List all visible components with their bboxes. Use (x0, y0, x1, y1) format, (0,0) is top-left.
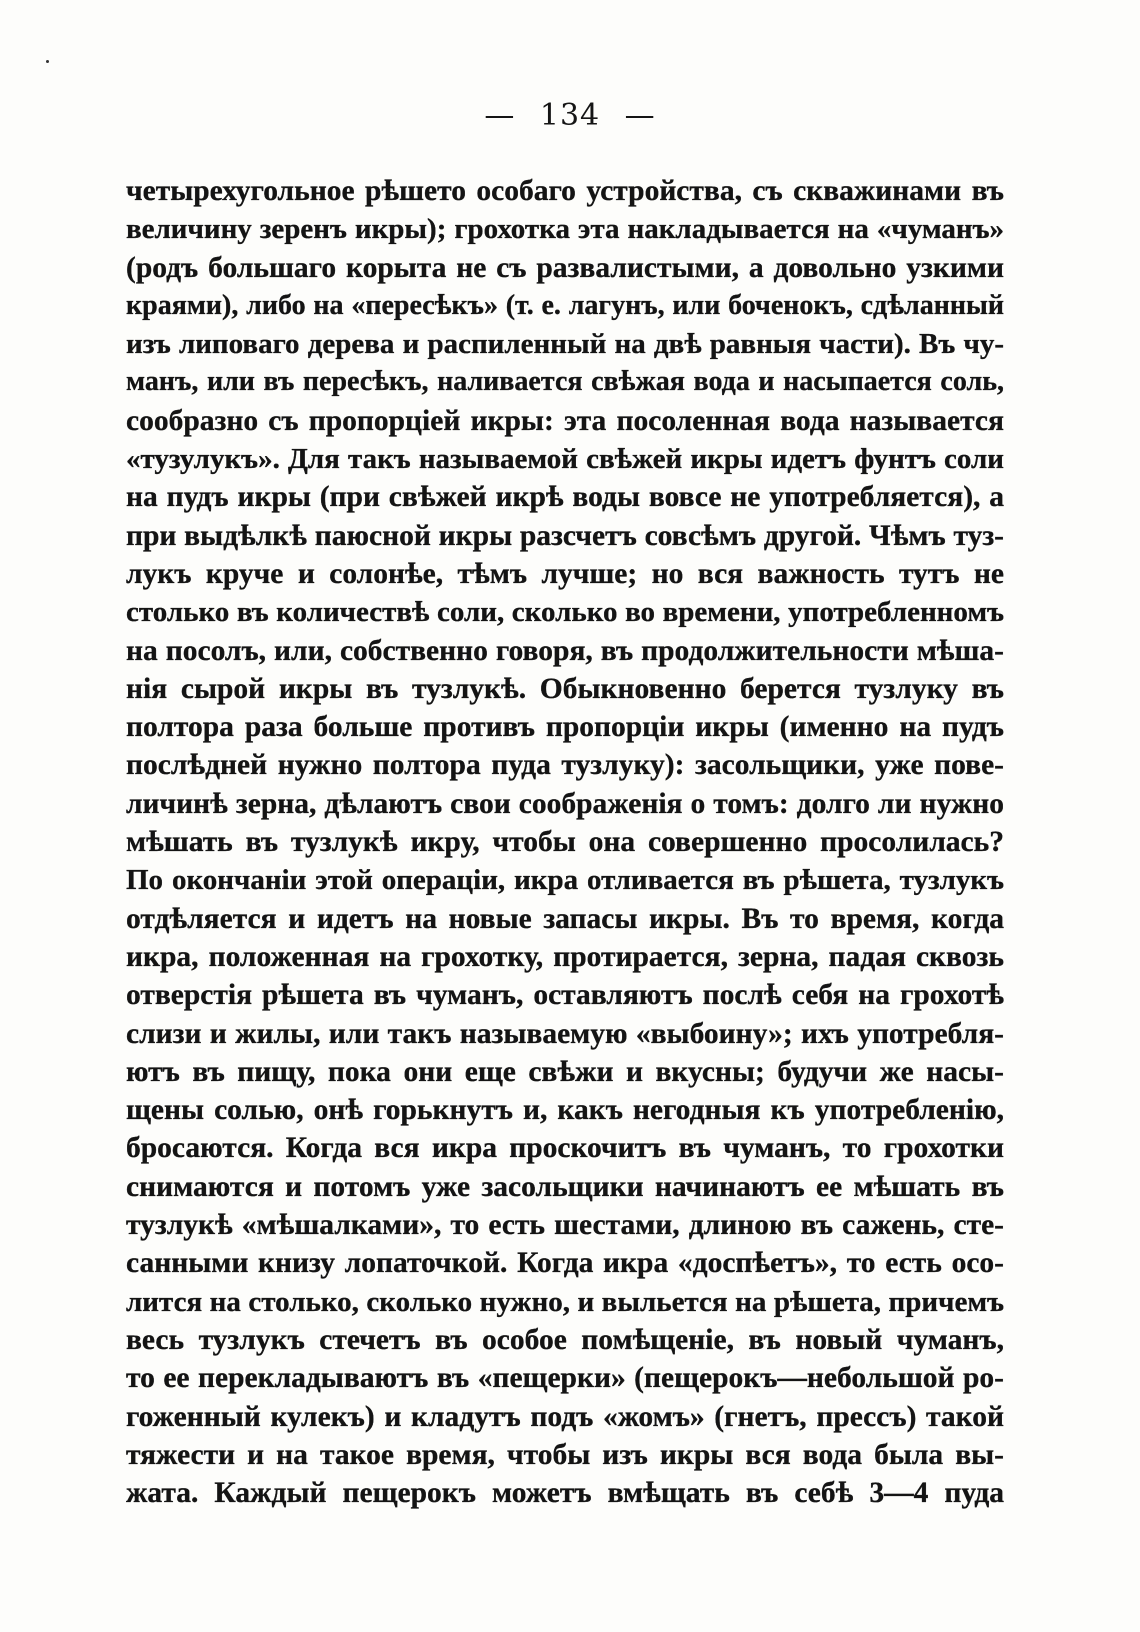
text-line: снимаются и потомъ уже засольщики начинаютъ ее мѣшать въ (126, 1170, 1004, 1203)
text-line: изъ липоваго дерева и распиленный на двѣ равныя части). Въ чу- (126, 328, 1004, 361)
text-line: лукъ круче и солонѣе, тѣмъ лучше; но вся важность тутъ не (126, 557, 1004, 590)
text-line: манъ, или въ пересѣкъ, наливается свѣжая вода и насыпается соль, (126, 366, 1004, 398)
page-header (0, 98, 1140, 133)
text-line: мѣшать въ тузлукѣ икру, чтобы она совершенно просолилась? (126, 826, 1004, 859)
text-line: сообразно съ пропорціей икры: эта посоленная вода называется (126, 404, 1004, 437)
text-line: По окончаніи этой операціи, икра отливается въ рѣшета, тузлукъ (126, 864, 1004, 897)
text-line: отверстія рѣшета въ чуманъ, оставляютъ послѣ себя на грохотѣ (126, 979, 1004, 1012)
text-line: щены солью, онѣ горькнутъ и, какъ негодныя къ употребленію, (126, 1094, 1004, 1127)
text-line: нія сырой икры въ тузлукѣ. Обыкновенно берется тузлуку въ (126, 672, 1004, 705)
text-line: ютъ въ пищу, пока они еще свѣжи и вкусны; будучи же насы- (126, 1055, 1004, 1088)
text-line: слизи и жилы, или такъ называемую «выбоину»; ихъ употребля- (126, 1017, 1004, 1050)
header-dash-right: — (624, 98, 656, 133)
text-line: тяжести и на такое время, чтобы изъ икры вся вода была вы- (126, 1438, 1004, 1471)
text-line: санными книзу лопаточкой. Когда икра «доспѣетъ», то есть осо- (126, 1247, 1004, 1280)
text-line: при выдѣлкѣ паюсной икры разсчетъ совсѣмъ другой. Чѣмъ туз- (126, 519, 1004, 552)
text-line: на посолъ, или, собственно говоря, въ продолжительности мѣша- (126, 634, 1004, 667)
body-text (126, 172, 1004, 1512)
scan-speck (46, 60, 49, 63)
text-line: полтора раза больше противъ пропорціи икры (именно на пудъ (126, 711, 1004, 744)
text-line: величину зеренъ икры); грохотка эта накладывается на «чуманъ» (126, 213, 1004, 246)
header-dash-left: — (484, 98, 516, 133)
text-line: (родъ большаго корыта не съ развалистыми, а довольно узкими (126, 251, 1004, 284)
text-line: гоженный кулекъ) и кладутъ подъ «жомъ» (гнетъ, прессъ) такой (126, 1400, 1004, 1433)
text-line: тузлукѣ «мѣшалками», то есть шестами, длиною въ сажень, сте- (126, 1209, 1004, 1242)
text-line: лится на столько, сколько нужно, и выльется на рѣшета, причемъ (126, 1285, 1004, 1318)
page-number: 134 (539, 98, 601, 133)
text-line: личинѣ зерна, дѣлаютъ свои соображенія о томъ: долго ли нужно (126, 787, 1004, 820)
text-line: столько въ количествѣ соли, сколько во времени, употребленномъ (126, 596, 1004, 629)
text-line: то ее перекладываютъ въ «пещерки» (пещерокъ—небольшой ро- (126, 1362, 1004, 1395)
text-line: четырехугольное рѣшето особаго устройства, съ скважинами въ (126, 175, 1004, 207)
text-line: бросаются. Когда вся икра проскочитъ въ чуманъ, то грохотки (126, 1132, 1004, 1165)
text-line: икра, положенная на грохотку, протирается, зерна, падая сквозь (126, 940, 1004, 973)
text-line: жата. Каждый пещерокъ можетъ вмѣщать въ себѣ 3—4 пуда (126, 1477, 1004, 1510)
text-line: отдѣляется и идетъ на новые запасы икры. Въ то время, когда (126, 902, 1004, 935)
text-line: весь тузлукъ стечетъ въ особое помѣщеніе, въ новый чуманъ, (126, 1323, 1004, 1356)
text-line: «тузулукъ». Для такъ называемой свѣжей икры идетъ фунтъ соли (126, 443, 1004, 476)
text-line: послѣдней нужно полтора пуда тузлуку): засольщики, уже пове- (126, 749, 1004, 782)
text-line: на пудъ икры (при свѣжей икрѣ воды вовсе не употребляется), а (126, 481, 1004, 514)
text-line: краями), либо на «пересѣкъ» (т. е. лагунъ, или боченокъ, сдѣланный (126, 289, 1004, 321)
